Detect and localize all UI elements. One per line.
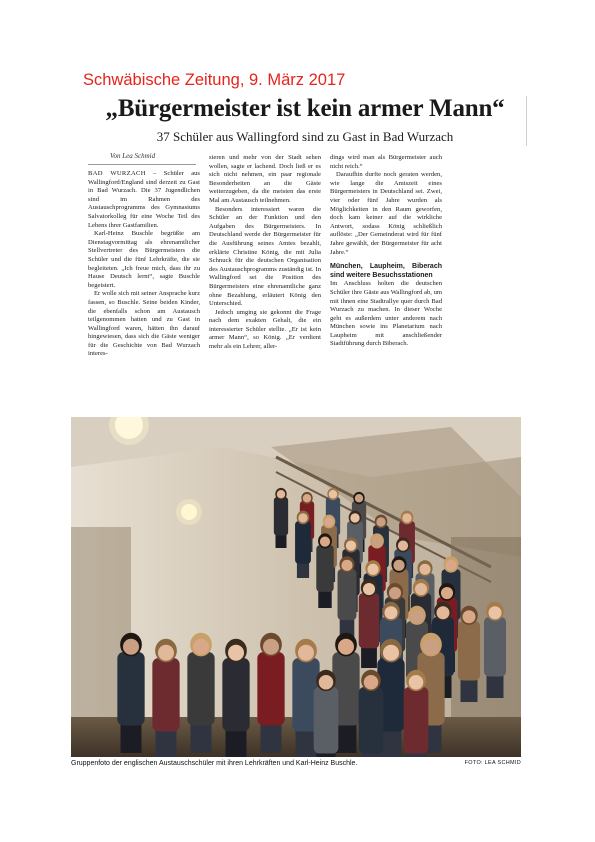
student-figure (359, 670, 384, 757)
article-column-1 (88, 170, 200, 359)
article-column-2 (209, 154, 321, 352)
article-paragraph (88, 170, 200, 230)
dateline: BAD WURZACH (88, 170, 146, 177)
article-paragraph: Karl-Heinz Buschle begrüßte am Dienstagvormittag als ehrenamtlicher Stellvertreter des Bürgermeisters die Schüler und die fünf Lehrkräfte, die sie begleiteten. „Ich freue mich, dass ihr zu Hause Deutsch lernt“, sagte Buschle begeistert. (88, 230, 200, 289)
article-column-3 (330, 154, 442, 349)
student-figure (274, 488, 288, 548)
byline: Von Lea Schmid (110, 152, 156, 160)
student-figure (314, 670, 339, 757)
article-paragraph: sieren und mehr von der Stadt sehen wollen, sagte er lachend. Doch ließ er es sich nicht nehmen, ein paar regionale Besonderheiten an die Gäste weiterzugeben, da die meisten das erste Mal am Austausch teilnehmen. (209, 154, 321, 204)
group-photo-illustration (71, 417, 521, 757)
article-paragraph: Er wolle sich mit seiner Ansprache kurz fassen, so Buschle. Seine beiden Kinder, die ebenfalls schon am Austausch teilgenommen hatten und zu Gast in Wallingford waren, hätten ihn darauf hingewiesen, dass sich die Gäste weniger für die Geschichte von Bad Wurzach interes- (88, 290, 200, 358)
photo-credit: FOTO: LEA SCHMID (464, 760, 521, 766)
article-paragraph: Im Anschluss holten die deutschen Schüler ihre Gäste aus Wallingford ab, um mit ihnen eine Stadtrallye quer durch Bad Wurzach zu machen. In dieser Woche geht es außerdem unter anderem nach München sowie ins Planetarium nach Laupheim mit anschließender Stadtführung durch Biberach. (330, 280, 442, 348)
article-paragraph: Daraufhin durfte noch geraten werden, wie lange die Amtszeit eines Bürgermeisters in Deutschland sei. Zwei, vier oder fünf Jahre wurden als Möglichkeiten in den Raum geworfen, doch kam keiner auf die wirkliche Antwort, sodass König schließlich auflöste: „Der Gemeinderat wird für fünf Jahre gewählt, der Bürgermeister für acht Jahre.“ (330, 171, 442, 256)
article-paragraph: dings wird man als Bürgermeister auch nicht reich.“ (330, 154, 442, 170)
paragraph-text: – Schüler aus Wallingford/England sind derzeit zu Gast in Bad Wurzach. Die 37 Jugendlichen sind im Rahmen des Austauschprogramms des Gymnasiums Salvatorkolleg für eine Woche Teil des Lebens ihrer Gastfamilien. (88, 170, 200, 229)
article-paragraph: Besonders interessiert waren die Schüler an der Funktion und den Aufgaben des Bürgermeisters. In Deutschland werde der Bürgermeister für die Ausführung seines Amtes bezahlt, erklärte Christine König, die mit Julia Schnuck für die deutschen Organisation des Austauschprogramms zuständig ist. In Wallingford sei die Position des Bürgermeisters eine ehrenamtliche ganz ohne Bezahlung, erläutert König den Unterschied. (209, 205, 321, 308)
headline: „Bürgermeister ist kein armer Mann“ (105, 95, 505, 122)
photo-caption: Gruppenfoto der englischen Austauschschüler mit ihren Lehrkräften und Karl-Heinz Buschle. (71, 760, 358, 767)
article-subheading: München, Laupheim, Biberach sind weitere Besuchsstationen (330, 263, 442, 279)
student-figure (295, 511, 311, 578)
byline-divider (88, 164, 196, 165)
student-figure (404, 670, 429, 757)
photo-caption-row (71, 760, 521, 767)
subheadline: 37 Schüler aus Wallingford sind zu Gast in Bad Wurzach (156, 129, 454, 144)
article-paragraph: Jedoch umging sie gekonnt die Frage nach dem exakten Gehalt, die ein interessierter Schüler stellte. „Er ist kein armer Mann“, so König. „Er verdient mehr als ein Lehrer, aller- (209, 308, 321, 351)
newspaper-source-line: Schwäbische Zeitung, 9. März 2017 (83, 71, 346, 89)
group-photo (71, 417, 521, 757)
